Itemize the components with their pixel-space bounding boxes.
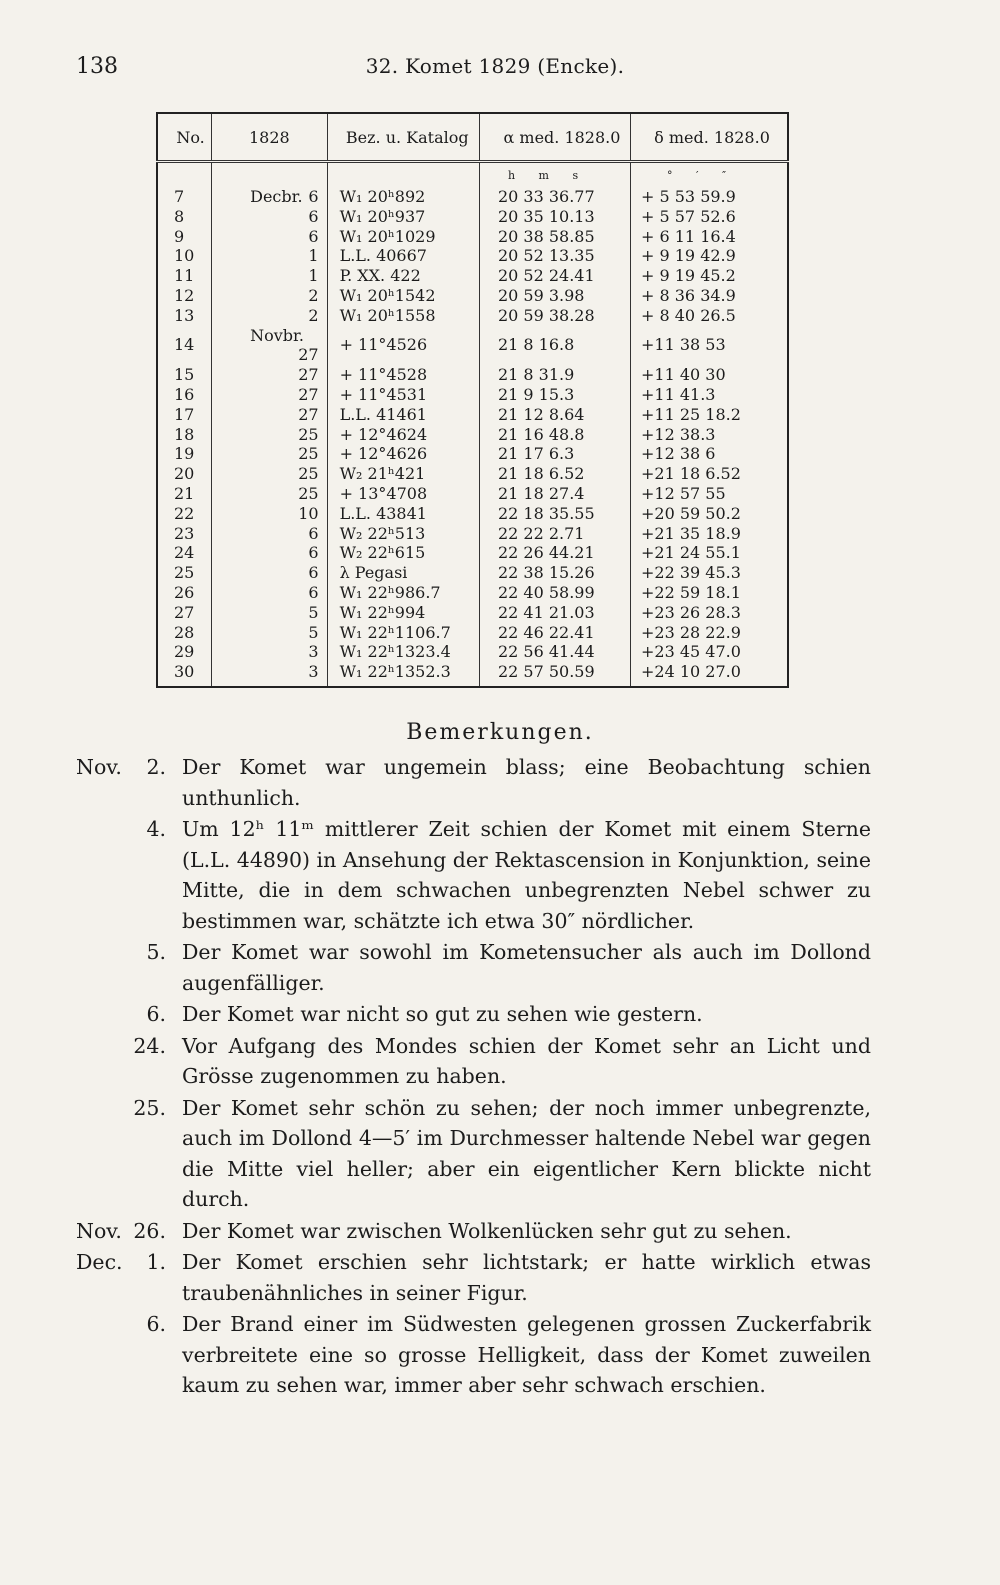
table-row (157, 524, 788, 544)
cell-no: 7 (157, 187, 212, 207)
cell-date (212, 266, 327, 286)
cell-date (212, 603, 327, 623)
cell-ra: 21 17 6.3 (479, 444, 630, 464)
cell-date (212, 623, 327, 643)
cell-date-month: Decbr. (250, 187, 303, 206)
col-header-ra: α med. 1828.0 (479, 113, 630, 162)
running-title-text: 32. Komet 1829 (Encke). (365, 54, 625, 78)
cell-catalog: W₁ 22ʰ1352.3 (327, 662, 479, 687)
table-row (157, 642, 788, 662)
cell-date (212, 444, 327, 464)
cell-date-day: 6 (308, 563, 319, 583)
cell-ra: 21 8 31.9 (479, 365, 630, 385)
cell-date-day: 27 (298, 365, 319, 385)
table-row (157, 464, 788, 484)
table-row (157, 543, 788, 563)
cell-dec: +23 28 22.9 (630, 623, 788, 643)
cell-dec: + 9 19 45.2 (630, 266, 788, 286)
cell-date-day: 2 (308, 305, 319, 325)
ra-units: h m s (479, 162, 630, 188)
cell-no: 13 (157, 306, 212, 326)
remark-day: 6. (146, 1312, 166, 1336)
cell-catalog: W₁ 22ʰ1323.4 (327, 642, 479, 662)
table-row (157, 266, 788, 286)
cell-date-day: 1 (308, 266, 319, 286)
table-row (157, 484, 788, 504)
table-row (157, 246, 788, 266)
remark-item (76, 1031, 871, 1092)
cell-catalog: W₂ 22ʰ513 (327, 524, 479, 544)
remark-day: 4. (146, 817, 166, 841)
table-row (157, 286, 788, 306)
table-row (157, 603, 788, 623)
cell-date (212, 227, 327, 247)
cell-date (212, 524, 327, 544)
cell-no: 10 (157, 246, 212, 266)
col-header-date: 1828 (212, 113, 327, 162)
cell-no: 23 (157, 524, 212, 544)
remark-text: Der Komet war zwischen Wolkenlücken sehr gut zu sehen. (182, 1218, 792, 1243)
remark-day: 6. (146, 1002, 166, 1026)
cell-ra: 21 12 8.64 (479, 405, 630, 425)
cell-no: 24 (157, 543, 212, 563)
cell-no: 16 (157, 385, 212, 405)
cell-date-day: 25 (298, 483, 319, 503)
cell-date-day: 27 (298, 345, 319, 365)
table-body (157, 162, 788, 687)
cell-ra: 20 52 24.41 (479, 266, 630, 286)
units-row (157, 162, 788, 188)
cell-date (212, 662, 327, 687)
cell-date (212, 246, 327, 266)
cell-date (212, 484, 327, 504)
cell-date-month: Novbr. (250, 325, 304, 345)
cell-date (212, 365, 327, 385)
cell-ra: 22 18 35.55 (479, 504, 630, 524)
cell-no: 22 (157, 504, 212, 524)
remark-day: 25. (133, 1095, 166, 1120)
remark-text: Der Komet sehr schön zu sehen; der noch immer unbegrenzte, auch im Dollond 4—5′ im Durchmesser haltende Nebel war gegen die Mitte viel heller; aber ein eigentlicher Kern blickte nicht durch. (182, 1095, 871, 1211)
cell-dec: +11 25 18.2 (630, 405, 788, 425)
cell-ra: 22 57 50.59 (479, 662, 630, 687)
cell-ra: 21 8 16.8 (479, 326, 630, 366)
table-row (157, 385, 788, 405)
remark-item (76, 814, 871, 936)
cell-date (212, 425, 327, 445)
running-head (0, 54, 1000, 88)
cell-catalog: P. XX. 422 (327, 266, 479, 286)
remark-month: Nov. (76, 1218, 122, 1243)
cell-dec: +22 39 45.3 (630, 563, 788, 583)
remark-text: Vor Aufgang des Mondes schien der Komet sehr an Licht und Grösse zugenommen zu haben. (182, 1033, 871, 1088)
table-row (157, 623, 788, 643)
cell-no: 28 (157, 623, 212, 643)
cell-date-day: 10 (298, 503, 319, 523)
cell-ra: 20 35 10.13 (479, 207, 630, 227)
remark-item (76, 1093, 871, 1215)
cell-catalog: L.L. 40667 (327, 246, 479, 266)
cell-date-day: 6 (308, 226, 319, 246)
cell-ra: 21 16 48.8 (479, 425, 630, 445)
cell-ra: 21 18 6.52 (479, 464, 630, 484)
cell-ra: 22 46 22.41 (479, 623, 630, 643)
cell-dec: +22 59 18.1 (630, 583, 788, 603)
cell-ra: 22 41 21.03 (479, 603, 630, 623)
cell-dec: + 9 19 42.9 (630, 246, 788, 266)
cell-date (212, 326, 327, 366)
col-header-dec: δ med. 1828.0 (630, 113, 788, 162)
cell-dec: +12 38.3 (630, 425, 788, 445)
cell-catalog: W₁ 20ʰ892 (327, 187, 479, 207)
remark-text: Um 12ʰ 11ᵐ mittlerer Zeit schien der Komet mit einem Sterne (L.L. 44890) in Ansehung der Rektascension in Konjunktion, seine Mitte, die in dem schwachen unbegrenzten Nebel schwer zu bestimmen war, schätzte ich etwa 30″ nördlicher. (182, 817, 871, 933)
cell-ra: 20 59 38.28 (479, 306, 630, 326)
remarks-list (76, 752, 871, 1402)
page-number: 138 (76, 54, 118, 79)
cell-dec: + 5 57 52.6 (630, 207, 788, 227)
cell-dec: +23 26 28.3 (630, 603, 788, 623)
cell-no: 30 (157, 662, 212, 687)
table-row (157, 326, 788, 366)
table-row (157, 444, 788, 464)
cell-dec: +12 38 6 (630, 444, 788, 464)
cell-date (212, 405, 327, 425)
remark-text: Der Brand einer im Südwesten gelegenen grossen Zuckerfabrik verbreitete eine so grosse Helligkeit, dass der Komet zuweilen kaum zu sehen war, immer aber sehr schwach erschien. (182, 1312, 871, 1397)
cell-date-day: 6 (308, 523, 319, 543)
col-header-no: No. (157, 113, 212, 162)
cell-catalog: W₁ 22ʰ986.7 (327, 583, 479, 603)
remark-item (76, 752, 871, 813)
cell-ra: 20 52 13.35 (479, 246, 630, 266)
cell-ra: 22 22 2.71 (479, 524, 630, 544)
cell-ra: 21 18 27.4 (479, 484, 630, 504)
cell-catalog: W₁ 20ʰ1029 (327, 227, 479, 247)
cell-no: 18 (157, 425, 212, 445)
cell-no: 25 (157, 563, 212, 583)
cell-ra: 22 56 41.44 (479, 642, 630, 662)
cell-dec: +21 35 18.9 (630, 524, 788, 544)
cell-ra: 22 26 44.21 (479, 543, 630, 563)
cell-dec: +11 38 53 (630, 326, 788, 366)
cell-dec: +21 24 55.1 (630, 543, 788, 563)
running-title (0, 54, 1000, 78)
cell-date-day: 6 (308, 206, 319, 226)
cell-date-day: 6 (308, 187, 319, 206)
cell-no: 26 (157, 583, 212, 603)
cell-date-day: 6 (308, 582, 319, 602)
remark-text: Der Komet war sowohl im Kometensucher als auch im Dollond augenfälliger. (182, 940, 871, 995)
cell-catalog: L.L. 43841 (327, 504, 479, 524)
cell-date (212, 464, 327, 484)
cell-catalog: W₁ 22ʰ994 (327, 603, 479, 623)
cell-ra: 22 40 58.99 (479, 583, 630, 603)
cell-no: 11 (157, 266, 212, 286)
cell-no: 20 (157, 464, 212, 484)
cell-dec: + 5 53 59.9 (630, 187, 788, 207)
cell-date-day: 5 (308, 622, 319, 642)
cell-date-day: 1 (308, 246, 319, 266)
remarks-heading: Bemerkungen. (406, 720, 594, 745)
table-row (157, 306, 788, 326)
remark-day: 24. (133, 1033, 166, 1058)
cell-catalog: + 11°4526 (327, 326, 479, 366)
cell-date-day: 3 (308, 662, 319, 682)
cell-dec: + 8 36 34.9 (630, 286, 788, 306)
cell-date-day: 27 (298, 384, 319, 404)
remark-item (76, 1309, 871, 1401)
cell-ra: 20 38 58.85 (479, 227, 630, 247)
cell-ra: 21 9 15.3 (479, 385, 630, 405)
cell-no: 19 (157, 444, 212, 464)
cell-ra: 20 33 36.77 (479, 187, 630, 207)
remark-item (76, 999, 871, 1030)
table-row (157, 504, 788, 524)
cell-no: 27 (157, 603, 212, 623)
cell-no: 12 (157, 286, 212, 306)
observation-table (156, 112, 789, 688)
cell-no: 15 (157, 365, 212, 385)
cell-date (212, 207, 327, 227)
cell-date (212, 583, 327, 603)
cell-dec: +20 59 50.2 (630, 504, 788, 524)
table-row (157, 563, 788, 583)
cell-catalog: λ Pegasi (327, 563, 479, 583)
cell-catalog: W₁ 22ʰ1106.7 (327, 623, 479, 643)
cell-date (212, 385, 327, 405)
cell-no: 8 (157, 207, 212, 227)
cell-date (212, 543, 327, 563)
cell-date-day: 25 (298, 464, 319, 484)
cell-no: 17 (157, 405, 212, 425)
cell-date-day: 6 (308, 543, 319, 563)
table-row (157, 207, 788, 227)
remark-day: 5. (146, 940, 166, 964)
cell-date (212, 504, 327, 524)
table-row (157, 425, 788, 445)
dec-units: ° ′ ″ (630, 162, 788, 188)
cell-catalog: + 12°4624 (327, 425, 479, 445)
cell-date-day: 3 (308, 642, 319, 662)
remark-month: Nov. (76, 755, 122, 779)
cell-dec: + 8 40 26.5 (630, 306, 788, 326)
cell-catalog: + 11°4531 (327, 385, 479, 405)
cell-catalog: W₁ 20ʰ1558 (327, 306, 479, 326)
table-row (157, 662, 788, 687)
cell-dec: +21 18 6.52 (630, 464, 788, 484)
remark-text: Der Komet erschien sehr lichtstark; er hatte wirklich etwas traubenähnliches in seiner Figur. (182, 1250, 871, 1305)
remark-text: Der Komet war nicht so gut zu sehen wie gestern. (182, 1002, 703, 1026)
cell-date (212, 563, 327, 583)
remark-day: 26. (133, 1218, 166, 1243)
cell-date-day: 25 (298, 444, 319, 464)
remark-item (76, 1216, 871, 1247)
cell-no: 21 (157, 484, 212, 504)
table-row (157, 227, 788, 247)
cell-dec: +11 41.3 (630, 385, 788, 405)
table-row (157, 365, 788, 385)
cell-date-day: 25 (298, 424, 319, 444)
cell-catalog: W₁ 20ʰ937 (327, 207, 479, 227)
cell-catalog: + 13°4708 (327, 484, 479, 504)
cell-date-day: 27 (298, 404, 319, 424)
cell-catalog: L.L. 41461 (327, 405, 479, 425)
cell-ra: 22 38 15.26 (479, 563, 630, 583)
remark-item (76, 1247, 871, 1308)
cell-no: 9 (157, 227, 212, 247)
remark-day: 2. (146, 755, 166, 779)
cell-no: 29 (157, 642, 212, 662)
cell-dec: +24 10 27.0 (630, 662, 788, 687)
cell-date-day: 2 (308, 285, 319, 305)
table-header-row (157, 113, 788, 162)
table-row (157, 187, 788, 207)
cell-date (212, 286, 327, 306)
cell-catalog: W₂ 21ʰ421 (327, 464, 479, 484)
cell-catalog: W₁ 20ʰ1542 (327, 286, 479, 306)
cell-date-day: 5 (308, 602, 319, 622)
cell-ra: 20 59 3.98 (479, 286, 630, 306)
cell-dec: +23 45 47.0 (630, 642, 788, 662)
table-row (157, 405, 788, 425)
cell-date (212, 187, 327, 207)
remark-day: 1. (146, 1250, 166, 1274)
cell-date (212, 642, 327, 662)
cell-dec: +12 57 55 (630, 484, 788, 504)
cell-catalog: + 11°4528 (327, 365, 479, 385)
cell-catalog: + 12°4626 (327, 444, 479, 464)
cell-dec: +11 40 30 (630, 365, 788, 385)
cell-dec: + 6 11 16.4 (630, 227, 788, 247)
remark-text: Der Komet war ungemein blass; eine Beobachtung schien unthunlich. (182, 755, 871, 810)
remark-month: Dec. (76, 1250, 123, 1274)
cell-no: 14 (157, 326, 212, 366)
table-row (157, 583, 788, 603)
remark-item (76, 937, 871, 998)
col-header-catalog: Bez. u. Katalog (327, 113, 479, 162)
cell-date (212, 306, 327, 326)
cell-catalog: W₂ 22ʰ615 (327, 543, 479, 563)
